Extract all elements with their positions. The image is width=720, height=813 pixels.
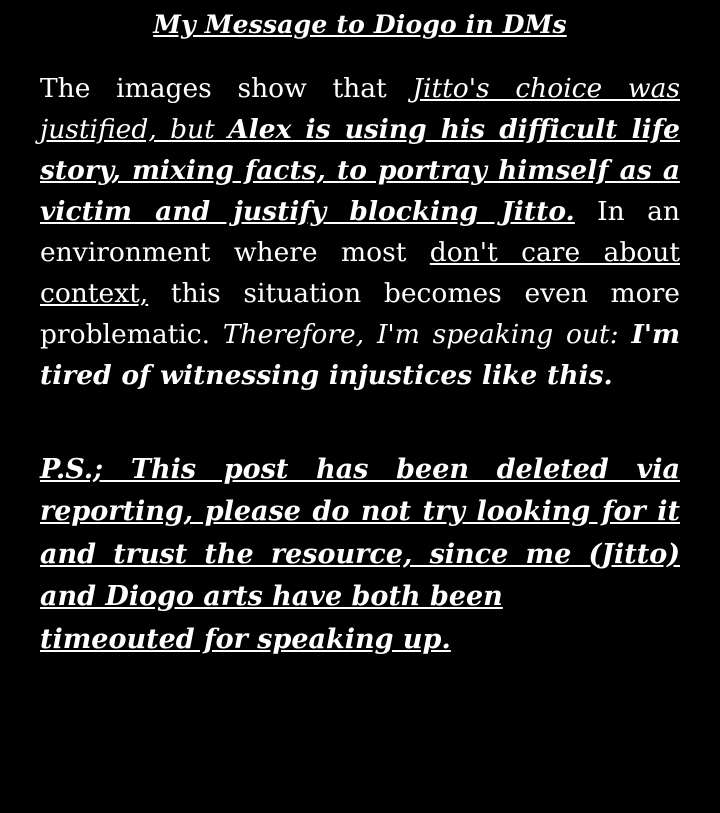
paragraph-segment-bold-italic-underline-1: Alex is using his difficult life story, mixing facts, to portray himself as a victim and justify blocking Jitto. xyxy=(40,114,681,228)
paragraph-segment-plain-1: The images show that xyxy=(40,73,413,104)
postscript-last-line: timeouted for speaking up. xyxy=(40,624,451,656)
paragraph-segment-underline-1: don't care about context, xyxy=(40,237,680,310)
body-paragraph xyxy=(40,68,680,397)
paragraph-segment-italic-underline-1: Jitto's choice was justified, but xyxy=(40,73,680,146)
paragraph-segment-plain-2: In an environment where most xyxy=(40,196,680,269)
postscript-paragraph: P.S.; This post has been deleted via reporting, please do not try looking for it and trust the resource, since me (Jitto) and Diogo arts have both been xyxy=(40,453,680,613)
page-title: My Message to Diogo in DMs xyxy=(153,10,567,39)
paragraph-segment-plain-3: this situation becomes even more problematic. xyxy=(40,278,680,351)
paragraph-segment-italic-1: Therefore, I'm speaking out: xyxy=(222,319,632,351)
paragraph-segment-bold-italic-1: I'm tired of witnessing injustices like this. xyxy=(40,319,680,392)
